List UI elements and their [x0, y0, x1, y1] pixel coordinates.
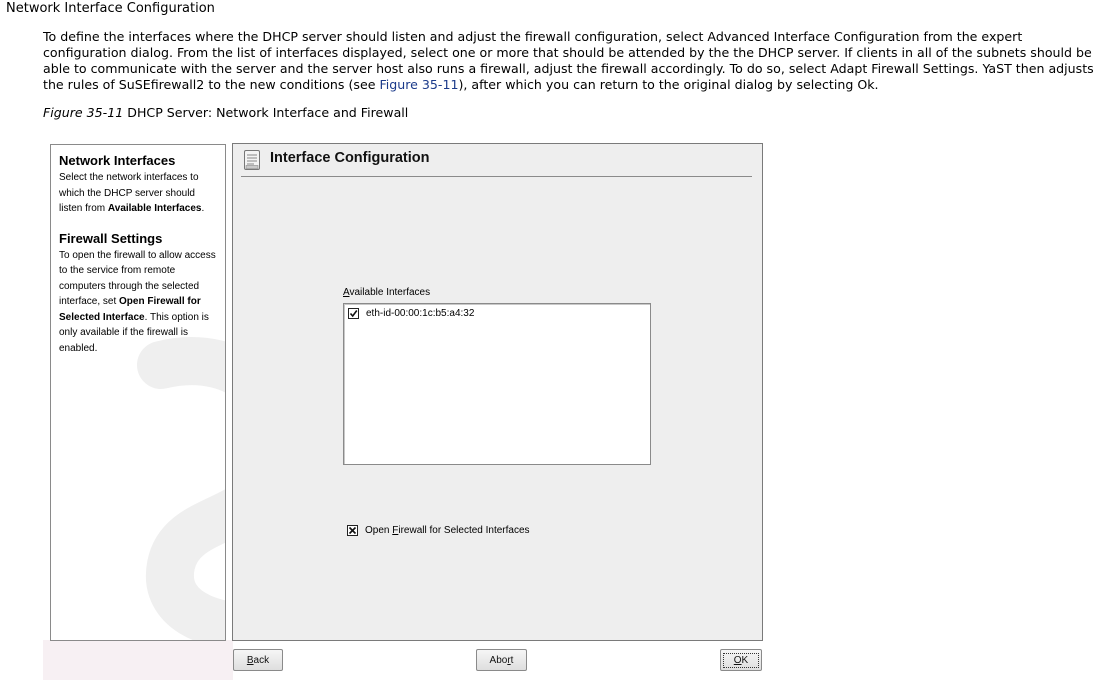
interface-name: eth-id-00:00:1c:b5:a4:32	[366, 308, 475, 319]
help-title-firewall-settings: Firewall Settings	[59, 230, 163, 246]
document-icon	[243, 149, 261, 171]
ok-focus-ring: OK	[723, 653, 759, 668]
page-heading: Network Interface Configuration	[6, 1, 215, 16]
help-text-firewall-settings: To open the firewall to allow access to the service from remote computers through the selected interface, set Open Firewall for Selected Interface. This option is only available if the firewall is enabled.	[59, 249, 216, 354]
paragraph-text-start: To define the interfaces where the DHCP server should listen and adjust the firewall configuration, select Advanced Interface Configuration from the expert configuration dialog. From the list of interfaces displayed, select one or more that should be attended by the the DHCP server. If clients in all of the subnets should be able to communicate with the server and the server host also runs a firewall, adjust the firewall accordingly. To do so, select Adapt Firewall Settings. YaST then adjusts the rules of SuSEfirewall2 to the new conditions (see	[43, 29, 1094, 92]
figure-title: DHCP Server: Network Interface and Firewall	[123, 105, 409, 120]
interface-checkbox[interactable]	[348, 308, 359, 319]
figure-number: Figure 35-11	[43, 105, 124, 120]
figure-link[interactable]: Figure 35-11	[379, 77, 459, 92]
available-interfaces-list[interactable]	[343, 303, 651, 465]
help-title-network-interfaces: Network Interfaces	[59, 153, 176, 168]
open-firewall-label: Open Firewall for Selected Interfaces	[365, 525, 530, 536]
help-panel-footer	[43, 640, 233, 680]
available-interfaces-label: Available Interfaces	[343, 287, 431, 298]
paragraph-text-end: ), after which you can return to the original dialog by selecting Ok.	[458, 77, 879, 92]
help-section-firewall-settings	[51, 217, 225, 357]
help-section-network-interfaces	[51, 145, 225, 217]
open-firewall-checkbox[interactable]	[347, 525, 358, 536]
checkmark-icon	[349, 309, 358, 318]
back-button[interactable]: B ack	[233, 649, 283, 671]
title-divider	[241, 176, 752, 177]
doc-paragraph	[43, 29, 1095, 93]
figure-caption	[43, 105, 408, 120]
ok-button[interactable]	[720, 649, 762, 671]
list-item[interactable]	[348, 308, 474, 319]
abort-button[interactable]: Abo r t	[476, 649, 527, 671]
suse-watermark-icon	[91, 325, 226, 641]
help-text-network-interfaces: Select the network interfaces to which the DHCP server should listen from Available Interfaces.	[59, 172, 205, 214]
interface-configuration-panel	[232, 143, 763, 641]
open-firewall-option[interactable]	[347, 525, 530, 536]
help-panel	[50, 144, 226, 641]
dialog-title: Interface Configuration	[270, 150, 430, 166]
x-mark-icon	[348, 526, 357, 535]
